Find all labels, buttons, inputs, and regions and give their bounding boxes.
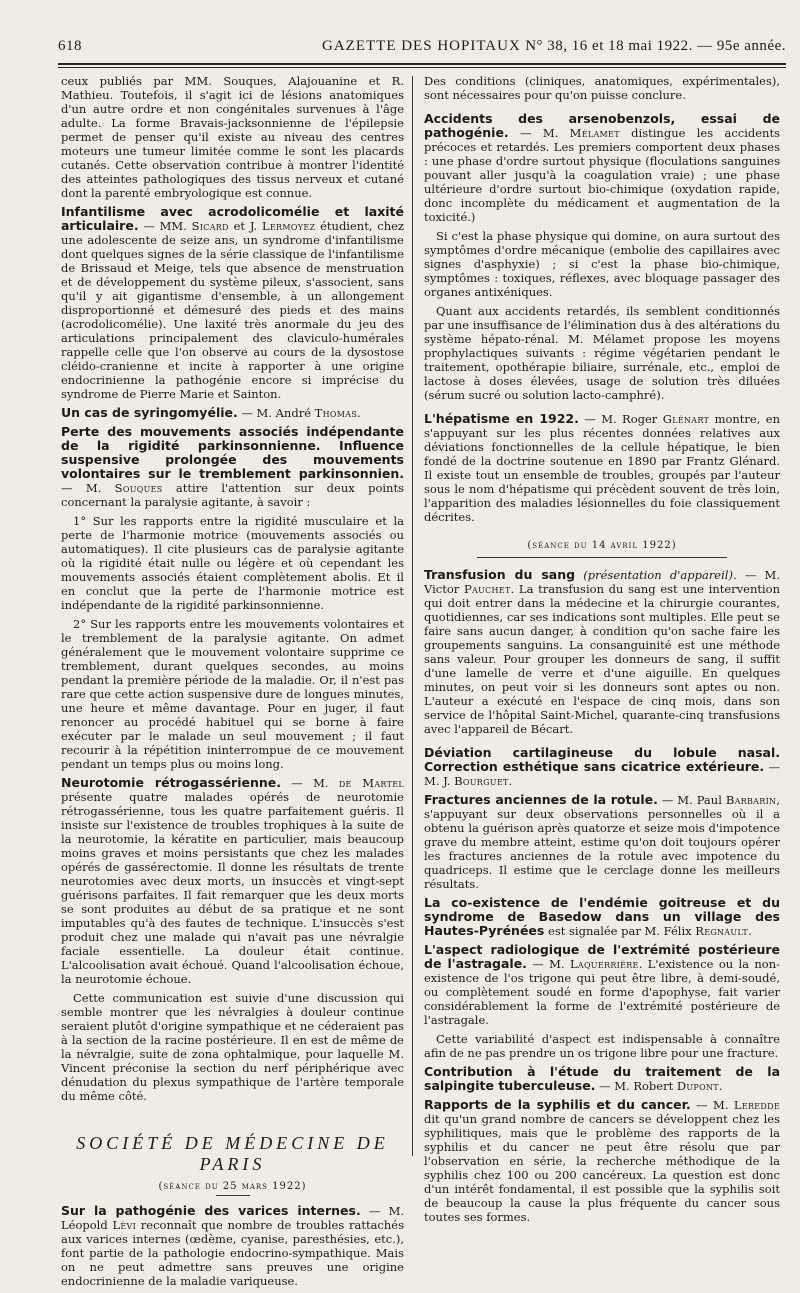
issue-info: N° 38, 16 et 18 mai 1922. — 95e année. (525, 38, 786, 54)
author-name: Lermoyez (261, 219, 316, 233)
author-name: Sicard (191, 219, 229, 233)
divider (216, 1195, 250, 1196)
author-name: Thomas (314, 406, 358, 420)
article-title: Contribution à l'étude du traitement de la salpingite tuberculeuse. (424, 1064, 780, 1093)
author-name: Barbarin (725, 793, 777, 807)
text: étudient, chez une adolescente de seize ans, un syndrome d'infantilisme dont quelques signes de la série classique de l'infantilisme de Brissaud et Meige, tels que absence de menstruation et de développement du système pileux, s'associent, sans qu'il y ait gigantisme d'ensemble, à un allongement disproportionné et démesuré des pieds et des mains (acrodolicomélie). Une laxité très anormale du jeu des articulations principalement des claviculo-humérales rappelle celle que l'on observe au cours de la dysostose cléido-cranienne et incite à rapporter à une origine endocrinienne la pathogénie encore si imprécise du syndrome de Pierre Marie et Sainton. (61, 219, 404, 401)
article-syphilis-cancer (424, 1098, 780, 1224)
article-subtitle: (présentation d'appareil). (575, 568, 737, 582)
article-title: Perte des mouvements associés indépendante de la rigidité parkinsonnienne. Influence suspensive prolongée des mouvements volontaires sur le tremblement parkinsonnien. (61, 424, 404, 481)
article-title: Fractures anciennes de la rotule. (424, 792, 658, 807)
right-column (424, 74, 780, 1229)
author-name: Bourguet (454, 774, 509, 788)
article-title: L'hépatisme en 1922. (424, 411, 579, 426)
article-syringomyelie (61, 406, 404, 420)
page-header (58, 38, 786, 60)
text: — M. (690, 1098, 734, 1112)
text: — M. Paul (657, 793, 726, 807)
article-title: Neurotomie rétrogassérienne. (61, 775, 281, 790)
text: — M. Roger (578, 412, 663, 426)
text: — M. Victor (424, 568, 780, 596)
text: . (357, 406, 361, 420)
article-title: Infantilisme avec acrodolicomélie et laxité articulaire. (61, 204, 404, 233)
text: . L'existence ou la non-existence de l'os trigone qui peut être libre, à demi-soudé, ou complètement soudé en forme d'apophyse, fait varier considérablement la forme de l'extrémité postérieure de l'astragale. (424, 957, 781, 1027)
article-neurotomie (61, 776, 404, 986)
article-parkinson (61, 425, 404, 509)
article-hepatisme (424, 412, 780, 524)
text: . (718, 1079, 723, 1093)
society-title: SOCIÉTÉ DE MÉDECINE DE PARIS (76, 1133, 389, 1174)
author-name: Leredde (733, 1098, 780, 1112)
article-title: Rapports de la syphilis et du cancer. (424, 1097, 691, 1112)
author-name: Pauchet (463, 582, 511, 596)
author-name: Lévi (112, 1218, 137, 1232)
session-date: (séance du 14 avril 1922) (527, 540, 677, 551)
article-goitre (424, 896, 780, 938)
text: . La transfusion du sang est une intervention qui doit entrer dans la médecine et la chirurgie courantes, quotidiennes, car ses indications sont multiples. Elle peut se faire sans aucun danger, à condition qu'on sache faire les groupements sanguins. La consanguinité est une méthode sans valeur. Pour grouper les donneurs de sang, il suffit d'une lamelle de verre et d'une aiguille. En quelques minutes, on peut voir si les donneurs sont aptes ou non. L'auteur a exécuté en l'espace de cinq mois, dans son service de l'hôpital Saint-Michel, quarante-cinq transfusions avec l'appareil de Bécart. (424, 582, 780, 736)
article-varices (61, 1204, 404, 1288)
session-date: (séance du 25 mars 1922) (158, 1181, 307, 1192)
author-name: Mélamet (569, 126, 620, 140)
text: et J. (228, 219, 262, 233)
paragraph: ceux publiés par MM. Souques, Alajouanine et R. Mathieu. Toutefois, il s'agit ici de lésions anatomiques d'un autre ordre et non congénitales survenues à l'âge adulte. La forme Bravais-jacksonnienne de l'épilepsie permet de penser qu'il existe au niveau des centres moteurs une tumeur limitée comme le sont les placards cutanés. Cette observation contribue à montrer l'identité des atteintes pathologiques des tissus nerveux et cutané dont la parenté embryologique est connue. (61, 74, 404, 200)
text: est signalée par M. Félix (544, 924, 696, 938)
text: — M. (281, 776, 339, 790)
text: , s'appuyant sur deux observations personnelles où il a obtenu la guérison après quatorze et seize mois d'impotence grave du membre atteint, estime qu'on doit toujours opérer les fractures anciennes de la rotule avec impotence du quadriceps. Il estime que le cerclage donne les meilleurs résultats. (424, 793, 780, 891)
text: — M. Léopold (61, 1204, 404, 1232)
article-transfusion (424, 568, 780, 736)
author-name: Souques (114, 481, 163, 495)
text: distingue les accidents précoces et retardés. Les premiers comportent deux phases : une phase d'ordre surtout physique (floculations sanguines pouvant aller jusqu'à la coagulation vraie) ; une phase ultérieure d'ordre surtout bio-chimique (oxydation rapide, donc incomplète du médicament et augmentation de la toxicité.) (424, 126, 780, 224)
article-title: La co-existence de l'endémie goitreuse et du syndrome de Basedow dans un village des Hautes-Pyrénées (424, 895, 780, 938)
text: — M. Robert (595, 1079, 677, 1093)
article-title: Sur la pathogénie des varices internes. (61, 1203, 361, 1218)
text: . (748, 924, 752, 938)
header-rule-thin (58, 67, 786, 68)
text: . (508, 774, 513, 788)
paragraph: 1° Sur les rapports entre la rigidité musculaire et la perte de l'harmonie motrice (mouvements associés ou automatiques). Il cite plusieurs cas de paralysie agitante où la rigidité était nulle ou légère et où cependant les mouvements associés étaient complètement abolis. Et il en conclut que la perte de l'harmonie motrice est indépendante de la rigidité parkinsonnienne. (61, 514, 404, 612)
text: reconnaît que nombre de troubles rattachés aux varices internes (œdème, cyanise, paresthésies, etc.), font partie de la pathologie endocrino-sympathique. Mais on ne peut admettre sans preuves une origine endocrinienne de la maladie variqueuse. (61, 1218, 404, 1288)
text: dit qu'un grand nombre de cancers se développent chez les syphilitiques, mais que le problème des rapports de la syphilis et du cancer ne peut être résolu que par l'observation en série, la recherche méthodique de la syphilis chez 100 ou 200 cancéreux. La question est donc d'un intérêt fondamental, il est possible que la syphilis soit de beaucoup la cause la plus fréquente du cancer sous toutes ses formes. (424, 1112, 780, 1224)
author-name: Laquerrière (569, 957, 639, 971)
text: — M. J. (424, 760, 780, 788)
text: montre, en s'appuyant sur les plus récentes données relatives aux déviations fonctionnelles de la cellule hépatique, le bien fondé de la doctrine soutenue en 1890 par Frantz Glénard. Il existe tout un ensemble de troubles, groupés par l'auteur sous le nom d'hépatisme qui précèdent souvent de très loin, l'apparition des maladies lésionnelles du foie classiquement décrites. (424, 412, 781, 524)
paragraph: Si c'est la phase physique qui domine, on aura surtout des symptômes d'ordre mécanique (embolie des capillaires avec signes d'asphyxie) ; si c'est la phase bio-chimique, symptômes : toxiques, réflexes, avec bloquage passager des organes antixéniques. (424, 229, 780, 299)
author-name: Glénart (662, 412, 710, 426)
divider (477, 557, 727, 558)
paragraph: 2° Sur les rapports entre les mouvements volontaires et le tremblement de la paralysie agitante. On admet généralement que le mouvement volontaire supprime ce tremblement, durant quelques secondes, au moins pendant la première période de la maladie. Or, il n'est pas rare que cette action suspensive dure de longues minutes, une heure et même davantage. Pour en juger, il faut renoncer au procédé habituel qui se borne à faire exécuter par le malade un seul mouvement ; il faut recourir à la répétition ininterrompue de ce mouvement pendant un temps plus ou moins long. (61, 617, 404, 771)
article-title: Déviation cartilagineuse du lobule nasal. Correction esthétique sans cicatrice extérieure. (424, 745, 780, 774)
text: — M. (61, 481, 115, 495)
article-lobule-nasal (424, 746, 780, 788)
article-title: Accidents des arsenobenzols, essai de pathogénie. (424, 111, 780, 140)
paragraph: Cette variabilité d'aspect est indispensable à connaître afin de ne pas prendre un os trigone libre pour une fracture. (424, 1032, 780, 1060)
text: — M. André (237, 406, 315, 420)
article-salpingite (424, 1065, 780, 1093)
text: — M. (526, 957, 570, 971)
text: — M. (508, 126, 570, 140)
author-name: Regnault (695, 924, 749, 938)
paragraph: Des conditions (cliniques, anatomiques, expérimentales), sont nécessaires pour qu'on puisse conclure. (424, 74, 780, 102)
author-name: Dupont (676, 1079, 719, 1093)
paragraph: Cette communication est suivie d'une discussion qui semble montrer que les névralgies à douleur continue seraient plutôt d'origine sympathique et ne céderaient pas à la section de la racine postérieure. Il en est de même de la névralgie, suite de zona ophtalmique, pour laquelle M. Vincent préconise la section du nerf périphérique avec dénudation du plexus sympathique de l'artère temporale du même côté. (61, 991, 404, 1103)
article-title: L'aspect radiologique de l'extrémité postérieure de l'astragale. (424, 942, 780, 971)
article-rotule (424, 793, 780, 891)
text: attire l'attention sur deux points concernant la paralysie agitante, à savoir : (61, 481, 404, 509)
author-name: de Martel (338, 776, 404, 790)
article-title: Transfusion du sang (424, 567, 576, 582)
page-number: 618 (58, 38, 82, 54)
journal-title: GAZETTE DES HOPITAUX (322, 38, 521, 54)
article-arsenobenzols (424, 112, 780, 224)
article-astragale (424, 943, 780, 1027)
paragraph: Quant aux accidents retardés, ils semblent conditionnés par une insuffisance de l'élimination dus à des altérations du système hépato-rénal. M. Mélamet propose les moyens prophylactiques suivants : régime végétarien pendant le traitement, opothérapie biliaire, surrénale, etc., emploi de lactose à doses élevées, usage de solution très diluées (sérum sucré ou solution lacto-camphré). (424, 304, 780, 402)
text: — MM. (138, 219, 192, 233)
article-title: Un cas de syringomyélie. (61, 405, 238, 420)
article-infantilisme (61, 205, 404, 401)
header-rule (58, 63, 786, 65)
left-column (61, 74, 404, 1293)
text: présente quatre malades opérés de neurotomie rétrogassérienne, tous les quatre parfaitement guéris. Il insiste sur l'existence de troubles trophiques à la suite de la neurotomie, la kératite en particulier, mais beaucoup moins graves et moins persistants que chez les malades opérés de gassérectomie. Il donne les résultats de trente neurotomies avec deux morts, un insuccès et vingt-sept guérisons parfaites. Il fait remarquer que les deux morts se sont produites au début de sa pratique et ne sont imputables qu'à des fautes de technique. L'insuccès s'est produit chez une malade qui n'avait pas une névralgie faciale essentielle. La douleur était continue. L'alcoolisation avait échoué. Quand l'alcoolisation échoue, la neurotomie échoue. (61, 790, 404, 986)
column-divider (412, 76, 413, 1156)
